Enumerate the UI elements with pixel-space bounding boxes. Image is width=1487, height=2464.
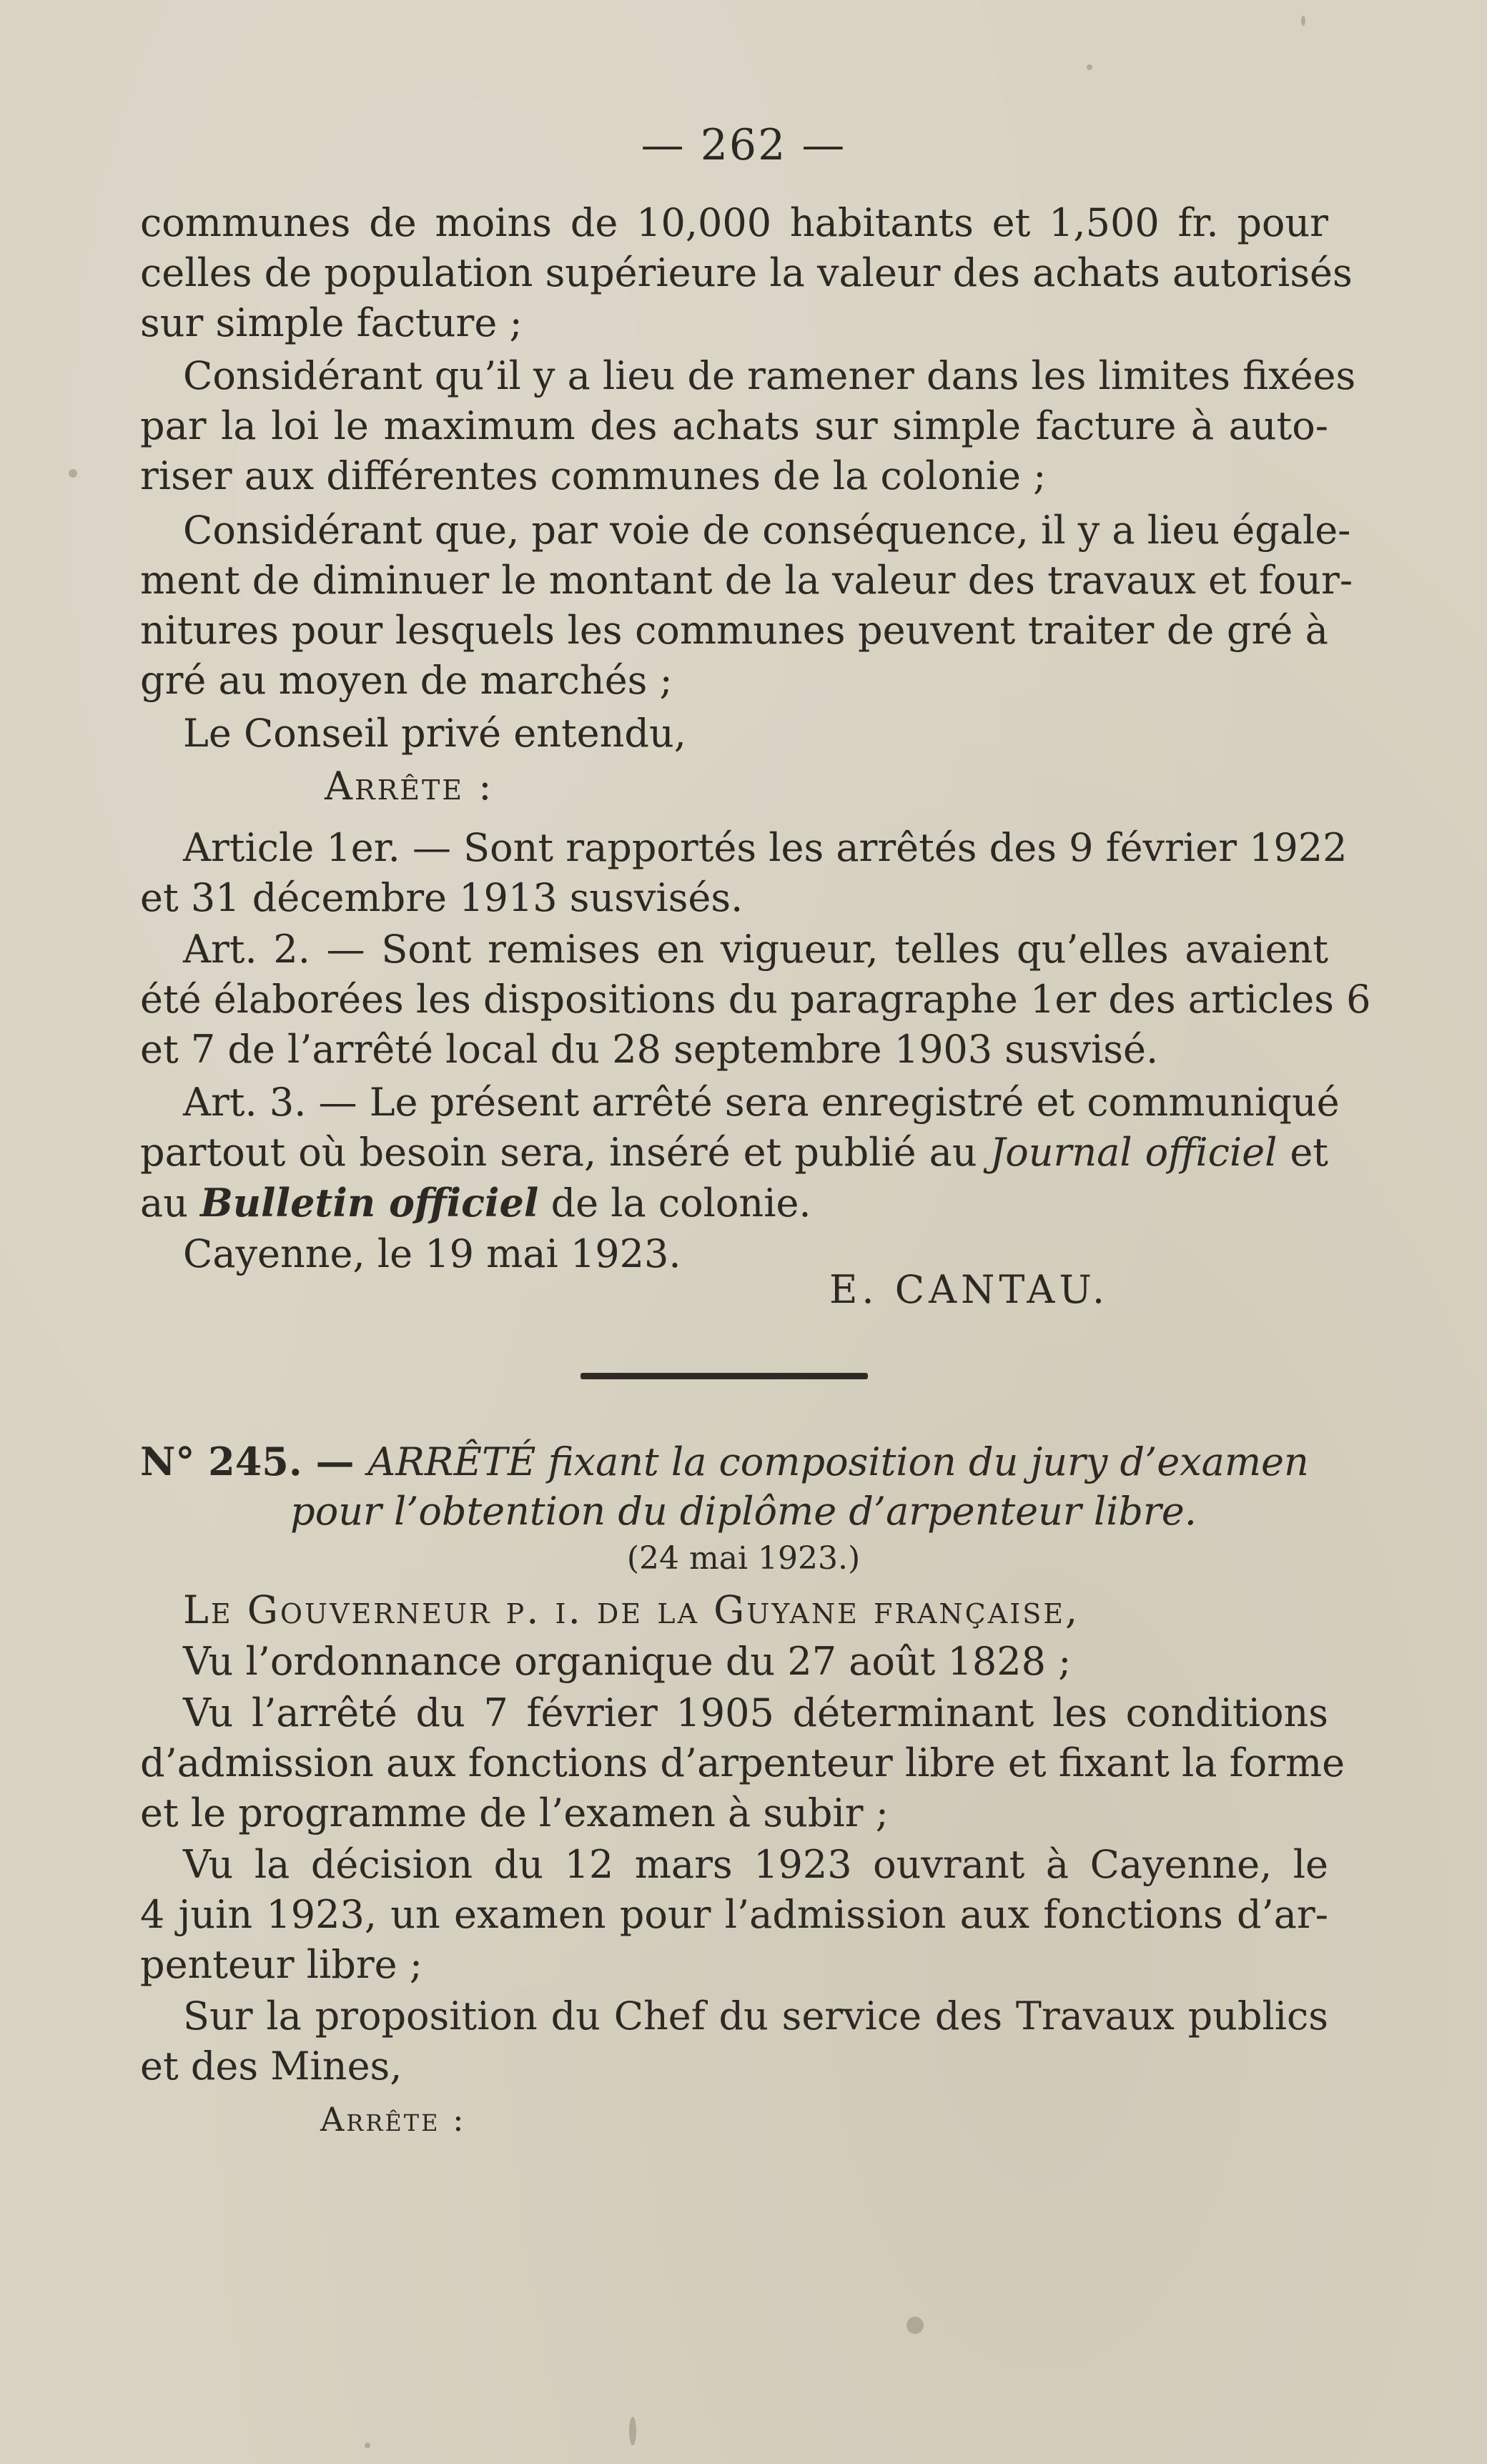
text-line: Sur la proposition du Chef du service des Travaux publics <box>183 1994 1328 2039</box>
text-line <box>183 1585 1328 1636</box>
text-line: et 7 de l’arrêté local du 28 septembre 1903 susvisé. <box>140 1027 1159 1072</box>
journal-officiel: Journal officiel <box>989 1130 1278 1175</box>
text-line: Le Conseil privé entendu, <box>183 711 686 756</box>
text-line: sur simple facture ; <box>140 300 523 345</box>
decree-date: (24 mai 1923.) <box>626 1540 861 1577</box>
decree-title-text: ARRÊTÉ fixant la composition du jury d’examen <box>367 1439 1309 1484</box>
paper-speck <box>1301 16 1305 26</box>
text-line: Considérant que, par voie de conséquence, il y a lieu égale- <box>183 508 1351 553</box>
text-line: d’admission aux fonctions d’arpenteur libre et fixant la forme <box>140 1740 1345 1785</box>
place-date: Cayenne, le 19 mai 1923. <box>183 1231 681 1276</box>
text-line: Vu l’ordonnance organique du 27 août 1828 ; <box>183 1639 1072 1684</box>
text-line: Article 1er. — Sont rapportés les arrêtés des 9 février 1922 <box>183 825 1348 870</box>
text-span: de la colonie. <box>538 1181 811 1226</box>
text-line: Art. 3. — Le présent arrêté sera enregistré et communiqué <box>183 1080 1340 1125</box>
paper-speck <box>1087 64 1092 70</box>
text-line: Art. 2. — Sont remises en vigueur, telles qu’elles avaient <box>183 927 1328 972</box>
bulletin-officiel: Bulletin officiel <box>200 1180 539 1226</box>
decree-title <box>140 1436 1328 1488</box>
signature: E. CANTAU. <box>829 1267 1110 1312</box>
heading-arrete: Arrête : <box>325 764 494 809</box>
section-divider <box>581 1373 868 1379</box>
text-line: et 31 décembre 1913 susvisés. <box>140 875 744 920</box>
decree-number: N° 245. — <box>140 1439 368 1484</box>
paper-speck <box>906 2317 924 2334</box>
text-line: Vu la décision du 12 mars 1923 ouvrant à Cayenne, le <box>183 1842 1328 1887</box>
text-line: ment de diminuer le montant de la valeur des travaux et four- <box>140 558 1353 603</box>
text-line: par la loi le maximum des achats sur simple facture à auto- <box>140 403 1328 448</box>
text-line: gré au moyen de marchés ; <box>140 658 673 703</box>
text-line <box>140 1177 1328 1229</box>
paper-speck <box>629 2417 636 2445</box>
text-line: 4 juin 1923, un examen pour l’admission aux fonctions d’ar- <box>140 1892 1328 1937</box>
governor-line: Le Gouverneur p. i. de la Guyane française, <box>183 1587 1080 1632</box>
text-line: et des Mines, <box>140 2044 402 2089</box>
text-line: nitures pour lesquels les communes peuvent traiter de gré à <box>140 608 1328 653</box>
text-line: et le programme de l’examen à subir ; <box>140 1790 889 1835</box>
decree-subtitle: pour l’obtention du diplôme d’arpenteur libre. <box>290 1489 1197 1534</box>
text-line: été élaborées les dispositions du paragraphe 1er des articles 6 <box>140 977 1371 1022</box>
paper-speck <box>365 2443 370 2448</box>
text-line: celles de population supérieure la valeur des achats autorisés <box>140 250 1353 295</box>
text-span: partout où besoin sera, inséré et publié au <box>140 1130 990 1175</box>
heading-arrete: Arrête : <box>320 2100 466 2139</box>
text-line: penteur libre ; <box>140 1942 423 1987</box>
text-line: communes de moins de 10,000 habitants et 1,500 fr. pour <box>140 200 1328 245</box>
text-line <box>140 1127 1328 1178</box>
text-line: Vu l’arrêté du 7 février 1905 déterminant les conditions <box>183 1690 1328 1735</box>
text-span: au <box>140 1181 201 1226</box>
paper-speck <box>69 469 77 478</box>
page-number: — 262 — <box>641 120 846 170</box>
text-line: riser aux différentes communes de la colonie ; <box>140 453 1047 498</box>
text-line: Considérant qu’il y a lieu de ramener dans les limites fixées <box>183 353 1356 398</box>
text-span: et <box>1277 1130 1328 1175</box>
